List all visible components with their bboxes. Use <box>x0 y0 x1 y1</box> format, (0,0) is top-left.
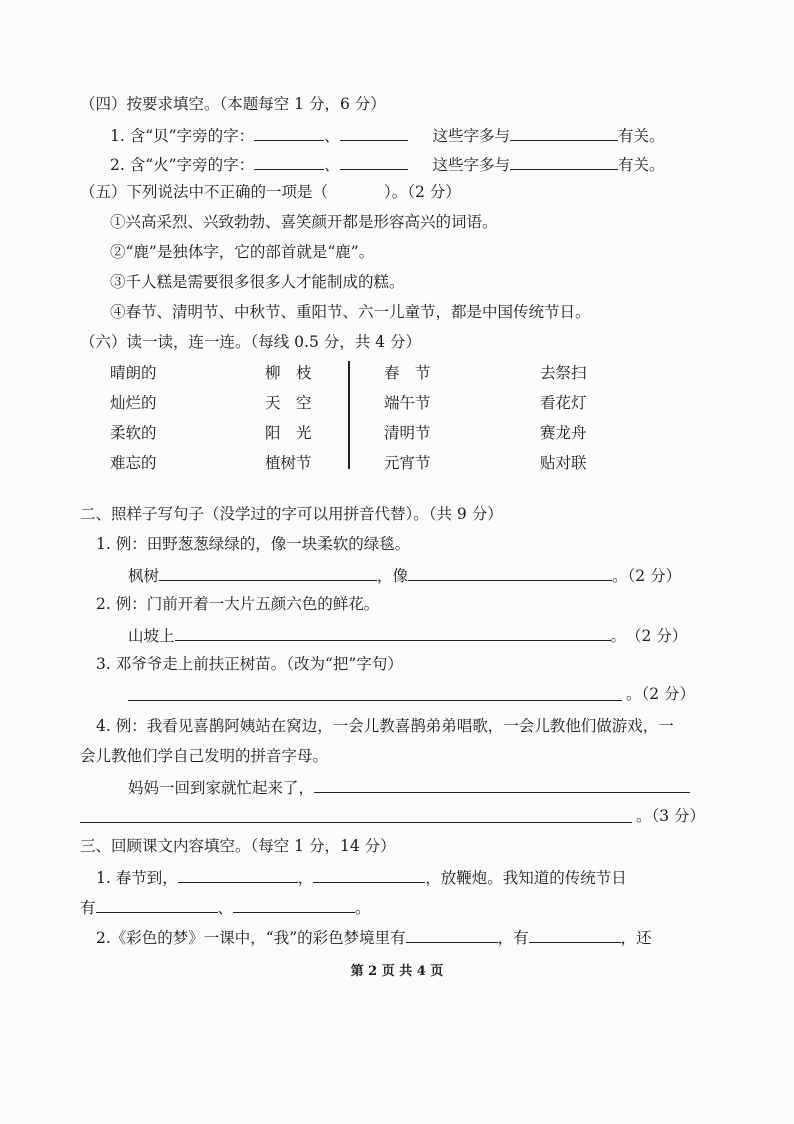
p2-a4-end: 。（3 分） <box>636 807 706 825</box>
p2-example-1: 1. 例：田野葱葱绿绿的，像一块柔软的绿毯。 <box>96 535 411 553</box>
section-6-heading: （六）读一读，连一连。（每线 0.5 分，共 4 分） <box>80 333 421 351</box>
s4-question-1 <box>110 124 665 146</box>
match-column-2 <box>265 363 312 483</box>
p2-a2-blank[interactable] <box>175 624 611 641</box>
match-item[interactable]: 柳 枝 <box>265 364 312 382</box>
s4-q1-blank-3[interactable] <box>510 124 618 141</box>
s4-q1-blank-1[interactable] <box>254 124 324 141</box>
s5-head-b: ）。（2 分） <box>384 183 461 201</box>
p2-answer-4 <box>128 776 690 798</box>
p3-question-1 <box>96 866 627 888</box>
match-item[interactable]: 端午节 <box>384 394 431 412</box>
s5-option-1: ①兴高采烈、兴致勃勃、喜笑颜开都是形容高兴的词语。 <box>110 213 498 231</box>
match-column-4 <box>540 363 587 483</box>
column-divider <box>348 361 350 469</box>
page-footer: 第 2 页 共 4 页 <box>350 964 444 979</box>
p2-answer-1 <box>128 564 681 586</box>
s4-q1-middle: 这些字多与 <box>432 127 511 145</box>
p3-q1-sep2: 、 <box>217 899 234 917</box>
p3-q1-blank-4[interactable] <box>233 896 355 913</box>
p2-answer-2 <box>128 624 687 646</box>
p2-a3-blank[interactable] <box>128 700 622 701</box>
p2-example-2: 2. 例：门前开着一大片五颜六色的鲜花。 <box>96 595 380 613</box>
p3-q1-prefix: 1. 春节到， <box>96 869 178 887</box>
match-item[interactable]: 赛龙舟 <box>540 424 587 442</box>
part-2-heading: 二、照样子写句子（没学过的字可以用拼音代替）。（共 9 分） <box>80 505 503 523</box>
s4-q1-end: 有关。 <box>618 127 665 145</box>
match-item[interactable]: 贴对联 <box>540 454 587 472</box>
p2-a4-blank-2[interactable] <box>80 822 632 823</box>
s4-question-2 <box>110 153 665 175</box>
p3-q2-prefix: 2.《彩色的梦》一课中，“我”的彩色梦境里有 <box>96 929 406 947</box>
s4-q2-end: 有关。 <box>618 156 665 174</box>
p3-q2-mid: ，有 <box>497 929 529 947</box>
p2-a1-blank-2[interactable] <box>408 564 612 581</box>
s5-option-3: ③千人糕是需要很多很多人才能制成的糕。 <box>110 273 405 291</box>
section-5-heading <box>80 182 461 202</box>
p2-example-4-cont: 会儿教他们学自己发明的拼音字母。 <box>80 747 329 765</box>
match-item[interactable]: 阳 光 <box>265 424 312 442</box>
match-item[interactable]: 元宵节 <box>384 454 431 472</box>
p2-a1-end: 。（2 分） <box>612 567 682 585</box>
match-item[interactable]: 植树节 <box>265 454 312 472</box>
p3-q2-blank-1[interactable] <box>406 926 498 943</box>
s4-q2-blank-2[interactable] <box>340 153 408 170</box>
match-item[interactable]: 春 节 <box>384 364 431 382</box>
match-item[interactable]: 晴朗的 <box>110 364 157 382</box>
p3-q2-blank-2[interactable] <box>529 926 621 943</box>
p2-a4-prefix: 妈妈一回到家就忙起来了， <box>128 779 315 797</box>
match-item[interactable]: 看花灯 <box>540 394 587 412</box>
p3-question-1-cont <box>80 896 371 918</box>
p3-q1-cont: ，放鞭炮。我知道的传统节日 <box>425 869 627 887</box>
match-item[interactable]: 去祭扫 <box>540 364 587 382</box>
p3-q1-blank-3[interactable] <box>96 896 218 913</box>
p2-a2-prefix: 山坡上 <box>128 627 175 645</box>
p2-a4-blank-1[interactable] <box>314 776 690 793</box>
p3-q2-end: ，还 <box>620 929 652 947</box>
match-column-1 <box>110 363 157 483</box>
s4-q1-blank-2[interactable] <box>340 124 408 141</box>
s4-q2-sep: 、 <box>324 156 340 174</box>
match-item[interactable]: 灿烂的 <box>110 394 157 412</box>
p3-q1-end: 。 <box>355 899 371 917</box>
s4-q2-prompt: 2. 含“火”字旁的字： <box>110 156 255 174</box>
match-item[interactable]: 难忘的 <box>110 454 157 472</box>
p3-q1-has: 有 <box>80 899 96 917</box>
section-4-heading: （四）按要求填空。（本题每空 1 分，6 分） <box>80 95 386 113</box>
match-item[interactable]: 天 空 <box>265 394 312 412</box>
p2-a3-end: 。（2 分） <box>626 685 696 703</box>
p2-example-4: 4. 例：我看见喜鹊阿姨站在窝边，一会儿教喜鹊弟弟唱歌，一会儿教他们做游戏，一 <box>96 717 674 735</box>
match-column-3 <box>384 363 431 483</box>
p3-q1-blank-1[interactable] <box>178 866 298 883</box>
s4-q2-middle: 这些字多与 <box>432 156 511 174</box>
s4-q2-blank-1[interactable] <box>254 153 324 170</box>
s4-q1-sep: 、 <box>324 127 340 145</box>
match-item[interactable]: 清明节 <box>384 424 431 442</box>
p3-q1-blank-2[interactable] <box>313 866 425 883</box>
s5-option-4: ④春节、清明节、中秋节、重阳节、六一儿童节，都是中国传统节日。 <box>110 303 591 321</box>
p2-a1-blank-1[interactable] <box>159 564 377 581</box>
p3-q1-sep: ， <box>297 869 314 887</box>
s5-option-2: ②“鹿”是独体字，它的部首就是“鹿”。 <box>110 243 375 261</box>
p2-question-3: 3. 邓爷爷走上前扶正树苗。（改为“把”字句） <box>96 655 403 673</box>
s4-q1-prompt: 1. 含“贝”字旁的字： <box>110 127 255 145</box>
p2-a2-end: 。 （2 分） <box>610 627 688 645</box>
s5-head-a: （五）下列说法中不正确的一项是（ <box>80 183 329 201</box>
p3-question-2 <box>96 926 652 948</box>
s4-q2-blank-3[interactable] <box>510 153 618 170</box>
p2-a1-mid: ，像 <box>377 567 409 585</box>
match-item[interactable]: 柔软的 <box>110 424 157 442</box>
p2-a1-prefix: 枫树 <box>128 567 160 585</box>
part-3-heading: 三、回顾课文内容填空。（每空 1 分，14 分） <box>80 837 396 855</box>
